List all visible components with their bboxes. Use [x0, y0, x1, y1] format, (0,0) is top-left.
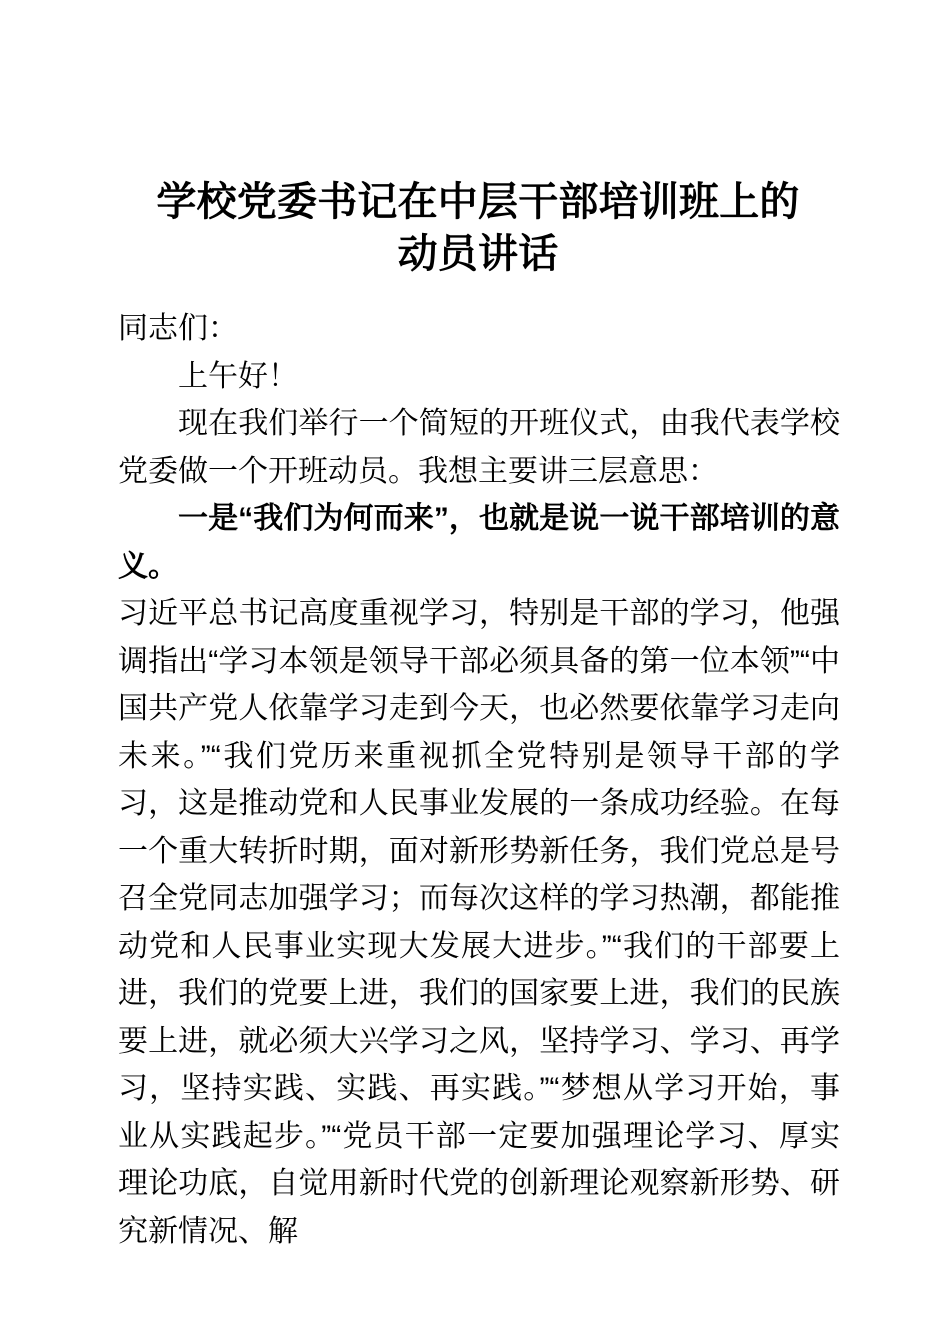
paragraph-opening: 现在我们举行一个简短的开班仪式，由我代表学校党委做一个开班动员。我想主要讲三层意思：	[118, 407, 840, 488]
page-title-line-1: 学校党委书记在中层干部培训班上的	[156, 180, 800, 224]
page-title	[118, 176, 838, 280]
paragraph-greeting: 上午好！	[178, 359, 298, 393]
paragraph-point-one-body: 习近平总书记高度重视学习，特别是干部的学习，他强调指出“学习本领是领导干部必须具备的第一位本领”“中国共产党人依靠学习走到今天，也必然要依靠学习走向未来。”“我们党历来重视抓全党特别是领导干部的学习，这是推动党和人民事业发展的一条成功经验。在每一个重大转折时期，面对新形势新任务，我们党总是号召全党同志加强学习；而每次这样的学习热潮，都能推动党和人民事业实现大发展大进步。”“我们的干部要上进，我们的党要上进，我们的国家要上进，我们的民族要上进，就必须大兴学习之风，坚持学习、学习、再学习，坚持实践、实践、再实践。”“梦想从学习开始，事业从实践起步。”“党员干部一定要加强理论学习、厚实理论功底，自觉用新时代党的创新理论观察新形势、研究新情况、解	[118, 597, 840, 1248]
paragraph-salutation: 同志们：	[118, 312, 238, 345]
paragraph-point-one-heading: 一是“我们为何而来”，也就是说一说干部培训的意义。	[118, 502, 840, 583]
document-body	[118, 305, 840, 1255]
page-title-line-2: 动员讲话	[397, 232, 559, 276]
